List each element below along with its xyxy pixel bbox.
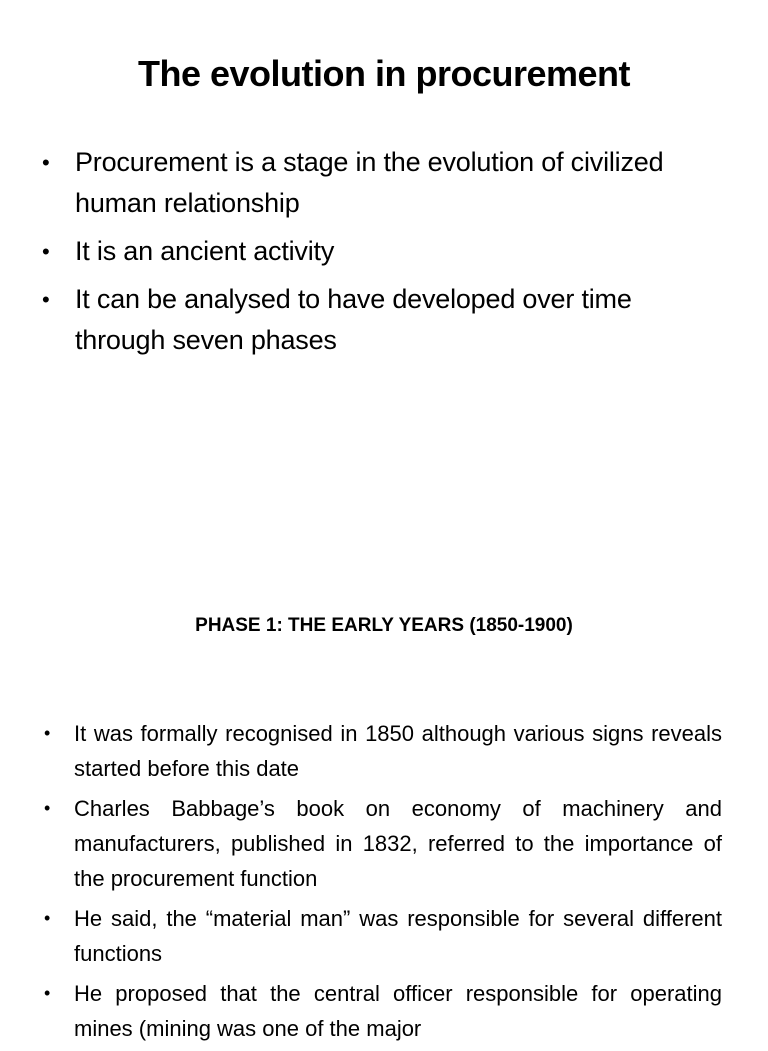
bullet-text: He proposed that the central officer responsible for operating mines (mining was one of the major xyxy=(74,981,722,1041)
bullet-text: Charles Babbage’s book on economy of machinery and manufacturers, published in 1832, referred to the importance of the procurement function xyxy=(74,796,722,891)
bullet-text: It is an ancient activity xyxy=(75,236,335,266)
list-item xyxy=(42,142,722,224)
bullet-list xyxy=(42,142,722,368)
bullet-list xyxy=(44,716,722,1051)
bullet-icon: • xyxy=(44,908,51,928)
bullet-text: He said, the “material man” was responsible for several different functions xyxy=(74,906,722,966)
bullet-text: Procurement is a stage in the evolution of civilized human relationship xyxy=(75,147,664,218)
list-item xyxy=(44,716,722,786)
bullet-text: It was formally recognised in 1850 although various signs reveals started before this date xyxy=(74,721,722,781)
bullet-icon: • xyxy=(42,239,50,264)
bullet-icon: • xyxy=(44,798,51,818)
list-item xyxy=(42,231,722,272)
phase-heading: PHASE 1: THE EARLY YEARS (1850-1900) xyxy=(195,615,573,636)
list-item xyxy=(42,279,722,361)
list-item xyxy=(44,901,722,971)
bullet-icon: • xyxy=(44,723,51,743)
bullet-icon: • xyxy=(44,983,51,1003)
bullet-icon: • xyxy=(42,150,50,175)
list-item xyxy=(44,976,722,1046)
list-item xyxy=(44,791,722,896)
bullet-text: It can be analysed to have developed over time through seven phases xyxy=(75,284,632,355)
slide-title: The evolution in procurement xyxy=(137,53,631,94)
bullet-icon: • xyxy=(42,287,50,312)
slide-2 xyxy=(0,560,768,1041)
